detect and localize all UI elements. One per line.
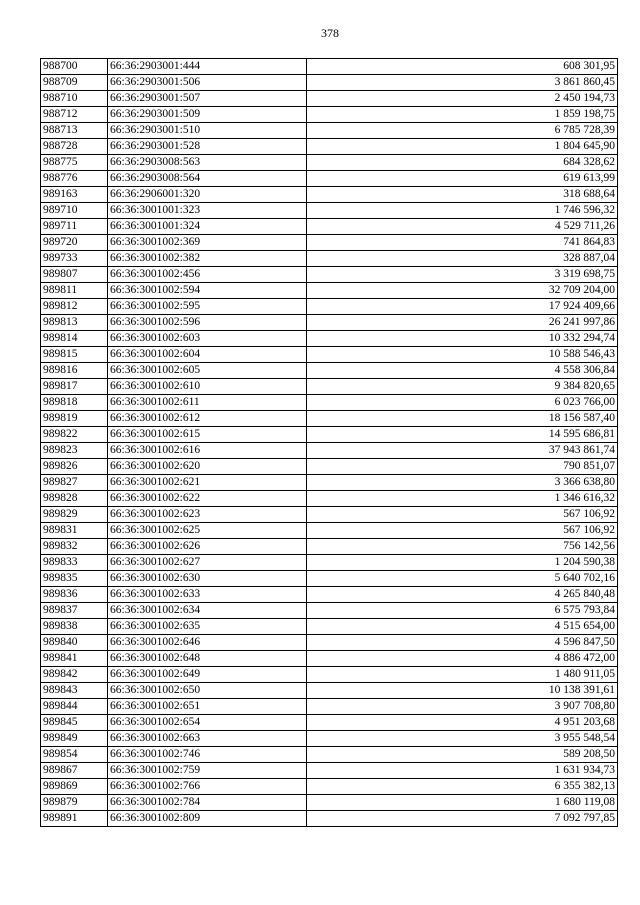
table-row bbox=[41, 603, 618, 619]
cadastral-number-cell: 66:36:3001002:621 bbox=[108, 475, 307, 491]
table-row bbox=[41, 619, 618, 635]
cadastral-value-cell: 6 785 728,39 bbox=[307, 123, 618, 139]
cadastral-number-cell: 66:36:3001002:605 bbox=[108, 363, 307, 379]
row-id-cell: 989879 bbox=[41, 795, 108, 811]
cadastral-number-cell: 66:36:3001002:369 bbox=[108, 235, 307, 251]
cadastral-number-cell: 66:36:3001002:610 bbox=[108, 379, 307, 395]
cadastral-value-cell: 9 384 820,65 bbox=[307, 379, 618, 395]
cadastral-number-cell: 66:36:3001002:620 bbox=[108, 459, 307, 475]
row-id-cell: 989836 bbox=[41, 587, 108, 603]
cadastral-number-cell: 66:36:3001002:627 bbox=[108, 555, 307, 571]
row-id-cell: 989817 bbox=[41, 379, 108, 395]
table-row bbox=[41, 123, 618, 139]
table-row bbox=[41, 587, 618, 603]
table-row bbox=[41, 139, 618, 155]
row-id-cell: 989845 bbox=[41, 715, 108, 731]
row-id-cell: 988776 bbox=[41, 171, 108, 187]
row-id-cell: 988709 bbox=[41, 75, 108, 91]
cadastral-value-cell: 684 328,62 bbox=[307, 155, 618, 171]
row-id-cell: 989891 bbox=[41, 811, 108, 827]
cadastral-value-cell: 4 265 840,48 bbox=[307, 587, 618, 603]
cadastral-number-cell: 66:36:3001001:323 bbox=[108, 203, 307, 219]
cadastral-number-cell: 66:36:2903001:510 bbox=[108, 123, 307, 139]
table-row bbox=[41, 91, 618, 107]
cadastral-number-cell: 66:36:3001002:654 bbox=[108, 715, 307, 731]
cadastral-number-cell: 66:36:3001002:649 bbox=[108, 667, 307, 683]
cadastral-value-cell: 1 746 596,32 bbox=[307, 203, 618, 219]
row-id-cell: 988713 bbox=[41, 123, 108, 139]
cadastral-value-cell: 2 450 194,73 bbox=[307, 91, 618, 107]
cadastral-value-cell: 756 142,56 bbox=[307, 539, 618, 555]
cadastral-number-cell: 66:36:3001002:635 bbox=[108, 619, 307, 635]
table-row bbox=[41, 763, 618, 779]
cadastral-value-cell: 1 859 198,75 bbox=[307, 107, 618, 123]
row-id-cell: 988775 bbox=[41, 155, 108, 171]
cadastral-number-cell: 66:36:2903008:563 bbox=[108, 155, 307, 171]
cadastral-number-cell: 66:36:2903001:507 bbox=[108, 91, 307, 107]
table-row bbox=[41, 283, 618, 299]
cadastral-value-cell: 4 951 203,68 bbox=[307, 715, 618, 731]
cadastral-value-cell: 37 943 861,74 bbox=[307, 443, 618, 459]
table-row bbox=[41, 811, 618, 827]
table-row bbox=[41, 427, 618, 443]
row-id-cell: 989828 bbox=[41, 491, 108, 507]
table-row bbox=[41, 475, 618, 491]
cadastral-number-cell: 66:36:3001002:612 bbox=[108, 411, 307, 427]
cadastral-value-cell: 1 804 645,90 bbox=[307, 139, 618, 155]
row-id-cell: 989849 bbox=[41, 731, 108, 747]
cadastral-value-cell: 4 529 711,26 bbox=[307, 219, 618, 235]
cadastral-number-cell: 66:36:3001002:650 bbox=[108, 683, 307, 699]
row-id-cell: 989869 bbox=[41, 779, 108, 795]
cadastral-value-cell: 741 864,83 bbox=[307, 235, 618, 251]
row-id-cell: 988712 bbox=[41, 107, 108, 123]
cadastral-value-cell: 1 631 934,73 bbox=[307, 763, 618, 779]
cadastral-value-cell: 4 596 847,50 bbox=[307, 635, 618, 651]
cadastral-value-cell: 26 241 997,86 bbox=[307, 315, 618, 331]
table-row bbox=[41, 731, 618, 747]
table-row bbox=[41, 571, 618, 587]
cadastral-value-cell: 10 138 391,61 bbox=[307, 683, 618, 699]
row-id-cell: 989710 bbox=[41, 203, 108, 219]
row-id-cell: 989844 bbox=[41, 699, 108, 715]
cadastral-number-cell: 66:36:3001002:663 bbox=[108, 731, 307, 747]
cadastral-number-cell: 66:36:3001002:634 bbox=[108, 603, 307, 619]
row-id-cell: 989814 bbox=[41, 331, 108, 347]
cadastral-number-cell: 66:36:3001002:625 bbox=[108, 523, 307, 539]
cadastral-value-cell: 14 595 686,81 bbox=[307, 427, 618, 443]
cadastral-number-cell: 66:36:3001002:633 bbox=[108, 587, 307, 603]
cadastral-value-cell: 32 709 204,00 bbox=[307, 283, 618, 299]
row-id-cell: 989837 bbox=[41, 603, 108, 619]
cadastral-value-cell: 1 680 119,08 bbox=[307, 795, 618, 811]
cadastral-value-cell: 10 332 294,74 bbox=[307, 331, 618, 347]
cadastral-value-cell: 17 924 409,66 bbox=[307, 299, 618, 315]
row-id-cell: 989867 bbox=[41, 763, 108, 779]
cadastral-value-cell: 10 588 546,43 bbox=[307, 347, 618, 363]
cadastral-value-cell: 3 907 708,80 bbox=[307, 699, 618, 715]
table-row bbox=[41, 59, 618, 75]
cadastral-value-cell: 790 851,07 bbox=[307, 459, 618, 475]
row-id-cell: 989827 bbox=[41, 475, 108, 491]
table-row bbox=[41, 363, 618, 379]
cadastral-value-cell: 6 355 382,13 bbox=[307, 779, 618, 795]
cadastral-value-cell: 567 106,92 bbox=[307, 507, 618, 523]
table-row bbox=[41, 379, 618, 395]
cadastral-value-cell: 589 208,50 bbox=[307, 747, 618, 763]
table-row bbox=[41, 331, 618, 347]
row-id-cell: 989815 bbox=[41, 347, 108, 363]
cadastral-value-cell: 3 955 548,54 bbox=[307, 731, 618, 747]
row-id-cell: 989842 bbox=[41, 667, 108, 683]
table-row bbox=[41, 107, 618, 123]
row-id-cell: 989813 bbox=[41, 315, 108, 331]
row-id-cell: 989711 bbox=[41, 219, 108, 235]
cadastral-value-cell: 328 887,04 bbox=[307, 251, 618, 267]
table-row bbox=[41, 75, 618, 91]
table-row bbox=[41, 315, 618, 331]
table-row bbox=[41, 715, 618, 731]
table-row bbox=[41, 235, 618, 251]
cadastral-number-cell: 66:36:3001002:651 bbox=[108, 699, 307, 715]
cadastral-number-cell: 66:36:3001002:623 bbox=[108, 507, 307, 523]
table-row bbox=[41, 635, 618, 651]
row-id-cell: 989832 bbox=[41, 539, 108, 555]
cadastral-value-cell: 567 106,92 bbox=[307, 523, 618, 539]
row-id-cell: 989811 bbox=[41, 283, 108, 299]
cadastral-number-cell: 66:36:3001002:626 bbox=[108, 539, 307, 555]
cadastral-number-cell: 66:36:3001002:611 bbox=[108, 395, 307, 411]
cadastral-value-cell: 4 515 654,00 bbox=[307, 619, 618, 635]
cadastral-value-cell: 4 558 306,84 bbox=[307, 363, 618, 379]
row-id-cell: 989829 bbox=[41, 507, 108, 523]
table-row bbox=[41, 459, 618, 475]
table-row bbox=[41, 347, 618, 363]
cadastral-number-cell: 66:36:3001002:809 bbox=[108, 811, 307, 827]
cadastral-number-cell: 66:36:2906001:320 bbox=[108, 187, 307, 203]
cadastral-number-cell: 66:36:3001001:324 bbox=[108, 219, 307, 235]
row-id-cell: 988700 bbox=[41, 59, 108, 75]
row-id-cell: 989816 bbox=[41, 363, 108, 379]
table-row bbox=[41, 507, 618, 523]
cadastral-value-cell: 3 366 638,80 bbox=[307, 475, 618, 491]
row-id-cell: 989840 bbox=[41, 635, 108, 651]
cadastral-number-cell: 66:36:2903001:509 bbox=[108, 107, 307, 123]
table-row bbox=[41, 795, 618, 811]
table-row bbox=[41, 779, 618, 795]
cadastral-number-cell: 66:36:3001002:646 bbox=[108, 635, 307, 651]
table-row bbox=[41, 443, 618, 459]
cadastral-number-cell: 66:36:3001002:595 bbox=[108, 299, 307, 315]
table-row bbox=[41, 683, 618, 699]
cadastral-value-cell: 6 023 766,00 bbox=[307, 395, 618, 411]
cadastral-number-cell: 66:36:3001002:766 bbox=[108, 779, 307, 795]
row-id-cell: 989720 bbox=[41, 235, 108, 251]
row-id-cell: 988710 bbox=[41, 91, 108, 107]
row-id-cell: 988728 bbox=[41, 139, 108, 155]
table-row bbox=[41, 747, 618, 763]
cadastral-number-cell: 66:36:2903001:444 bbox=[108, 59, 307, 75]
cadastral-number-cell: 66:36:3001002:622 bbox=[108, 491, 307, 507]
table-row bbox=[41, 491, 618, 507]
cadastral-value-cell: 3 319 698,75 bbox=[307, 267, 618, 283]
table-row bbox=[41, 539, 618, 555]
cadastral-value-cell: 18 156 587,40 bbox=[307, 411, 618, 427]
cadastral-number-cell: 66:36:3001002:648 bbox=[108, 651, 307, 667]
table-row bbox=[41, 251, 618, 267]
row-id-cell: 989807 bbox=[41, 267, 108, 283]
row-id-cell: 989831 bbox=[41, 523, 108, 539]
cadastral-value-cell: 1 480 911,05 bbox=[307, 667, 618, 683]
cadastral-value-cell: 318 688,64 bbox=[307, 187, 618, 203]
table-row bbox=[41, 299, 618, 315]
cadastral-number-cell: 66:36:3001002:382 bbox=[108, 251, 307, 267]
cadastral-number-cell: 66:36:3001002:603 bbox=[108, 331, 307, 347]
cadastral-number-cell: 66:36:3001002:594 bbox=[108, 283, 307, 299]
cadastral-number-cell: 66:36:2903008:564 bbox=[108, 171, 307, 187]
page-number: 378 bbox=[321, 26, 339, 40]
cadastral-number-cell: 66:36:2903001:528 bbox=[108, 139, 307, 155]
cadastral-number-cell: 66:36:3001002:784 bbox=[108, 795, 307, 811]
table-row bbox=[41, 699, 618, 715]
cadastral-value-cell: 1 204 590,38 bbox=[307, 555, 618, 571]
cadastral-value-table bbox=[40, 58, 618, 827]
table-row bbox=[41, 667, 618, 683]
cadastral-value-cell: 3 861 860,45 bbox=[307, 75, 618, 91]
table-row bbox=[41, 267, 618, 283]
cadastral-value-cell: 5 640 702,16 bbox=[307, 571, 618, 587]
row-id-cell: 989833 bbox=[41, 555, 108, 571]
row-id-cell: 989733 bbox=[41, 251, 108, 267]
row-id-cell: 989838 bbox=[41, 619, 108, 635]
table-row bbox=[41, 155, 618, 171]
cadastral-value-cell: 1 346 616,32 bbox=[307, 491, 618, 507]
row-id-cell: 989822 bbox=[41, 427, 108, 443]
row-id-cell: 989823 bbox=[41, 443, 108, 459]
row-id-cell: 989163 bbox=[41, 187, 108, 203]
cadastral-value-cell: 608 301,95 bbox=[307, 59, 618, 75]
row-id-cell: 989818 bbox=[41, 395, 108, 411]
table-row bbox=[41, 523, 618, 539]
row-id-cell: 989826 bbox=[41, 459, 108, 475]
table-row bbox=[41, 651, 618, 667]
table-row bbox=[41, 395, 618, 411]
table-row bbox=[41, 555, 618, 571]
table-body bbox=[41, 59, 618, 827]
row-id-cell: 989841 bbox=[41, 651, 108, 667]
cadastral-number-cell: 66:36:3001002:456 bbox=[108, 267, 307, 283]
row-id-cell: 989835 bbox=[41, 571, 108, 587]
table-row bbox=[41, 187, 618, 203]
table-row bbox=[41, 219, 618, 235]
cadastral-number-cell: 66:36:3001002:604 bbox=[108, 347, 307, 363]
table-row bbox=[41, 411, 618, 427]
cadastral-number-cell: 66:36:2903001:506 bbox=[108, 75, 307, 91]
cadastral-value-cell: 619 613,99 bbox=[307, 171, 618, 187]
cadastral-number-cell: 66:36:3001002:759 bbox=[108, 763, 307, 779]
cadastral-number-cell: 66:36:3001002:615 bbox=[108, 427, 307, 443]
row-id-cell: 989843 bbox=[41, 683, 108, 699]
cadastral-number-cell: 66:36:3001002:616 bbox=[108, 443, 307, 459]
row-id-cell: 989812 bbox=[41, 299, 108, 315]
cadastral-number-cell: 66:36:3001002:630 bbox=[108, 571, 307, 587]
cadastral-number-cell: 66:36:3001002:746 bbox=[108, 747, 307, 763]
table-row bbox=[41, 171, 618, 187]
table-row bbox=[41, 203, 618, 219]
cadastral-value-cell: 4 886 472,00 bbox=[307, 651, 618, 667]
cadastral-number-cell: 66:36:3001002:596 bbox=[108, 315, 307, 331]
row-id-cell: 989819 bbox=[41, 411, 108, 427]
row-id-cell: 989854 bbox=[41, 747, 108, 763]
cadastral-value-cell: 7 092 797,85 bbox=[307, 811, 618, 827]
cadastral-value-cell: 6 575 793,84 bbox=[307, 603, 618, 619]
